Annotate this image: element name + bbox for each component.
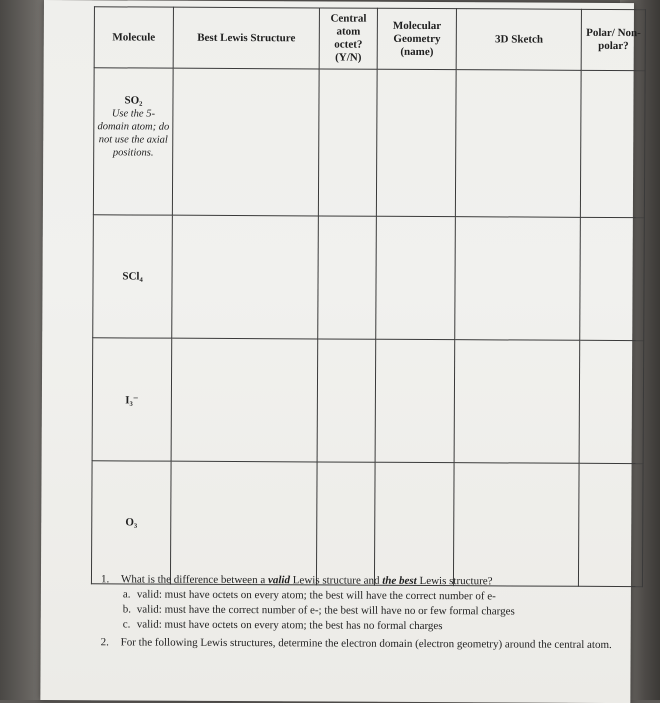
molecule-cell <box>93 68 173 215</box>
geometry-cell[interactable] <box>376 216 456 339</box>
molecule-note: Use the 5-domain atom; do not use the axial positions. <box>97 108 170 159</box>
lewis-structure-cell[interactable] <box>172 68 319 216</box>
octet-cell[interactable] <box>316 462 375 585</box>
molecule-name: SO₂ <box>124 94 143 107</box>
option-letter: b. <box>122 603 132 616</box>
option-text: valid: must have octets on every atom; the best will have the correct number of e- <box>136 588 496 603</box>
geometry-cell[interactable] <box>377 69 457 216</box>
polarity-cell[interactable] <box>579 340 643 463</box>
header-molecular-geometry: Molecular Geometry (name) <box>377 8 456 69</box>
lewis-structure-cell[interactable] <box>171 338 318 462</box>
sketch-cell[interactable] <box>454 340 580 464</box>
answer-option-c[interactable] <box>101 617 631 635</box>
question-text-part: Lewis structure and <box>289 574 383 587</box>
lewis-structure-cell[interactable] <box>170 461 317 585</box>
header-3d-sketch: 3D Sketch <box>456 9 581 71</box>
molecule-cell <box>93 215 173 338</box>
octet-cell[interactable] <box>317 339 376 462</box>
table-row <box>92 338 644 464</box>
molecule-name: O₃ <box>125 516 138 529</box>
best-emphasis: the best <box>382 574 417 587</box>
molecule-cell <box>92 338 172 461</box>
molecule-name: I₃⁻ <box>125 393 139 407</box>
geometry-cell[interactable] <box>375 339 455 462</box>
questions-section <box>101 572 631 653</box>
header-central-atom-octet: Central atom octet? (Y/N) <box>319 8 377 69</box>
sketch-cell[interactable] <box>454 463 580 587</box>
question-text-part: Lewis structure? <box>416 574 493 588</box>
header-lewis-structure: Best Lewis Structure <box>173 7 319 69</box>
sketch-cell[interactable] <box>456 70 582 218</box>
table-row <box>93 215 645 341</box>
geometry-cell[interactable] <box>375 462 455 585</box>
worksheet-page <box>40 0 641 703</box>
table-row <box>91 461 643 587</box>
header-molecule: Molecule <box>94 7 173 68</box>
question-text-part: What is the difference between a <box>120 573 269 587</box>
polarity-cell[interactable] <box>579 463 643 586</box>
lewis-structure-cell[interactable] <box>172 215 319 339</box>
option-text: valid: must have octets on every atom; the best has no formal charges <box>136 618 443 633</box>
valid-emphasis: valid <box>267 574 291 587</box>
polarity-cell[interactable] <box>580 217 644 340</box>
octet-cell[interactable] <box>318 216 377 339</box>
sketch-cell[interactable] <box>455 217 581 341</box>
octet-cell[interactable] <box>318 69 377 216</box>
option-letter: a. <box>122 588 131 601</box>
option-letter: c. <box>122 618 131 631</box>
option-text: valid: must have the correct number of e-; the best will have no or few formal charges <box>136 603 515 618</box>
polarity-cell[interactable] <box>581 70 645 217</box>
molecule-table <box>91 6 646 587</box>
molecule-name: SCl₄ <box>122 270 143 283</box>
molecule-cell <box>91 461 171 584</box>
table-row <box>93 68 645 218</box>
question-2 <box>101 635 631 653</box>
header-polarity: Polar/ Non-polar? <box>581 9 645 70</box>
question-number: 1. <box>100 573 110 586</box>
table-header-row <box>94 7 645 71</box>
question-number: 2. <box>100 636 109 649</box>
question-text: For the following Lewis structures, determine the electron domain (electron geometry) around the central atom. <box>120 636 612 651</box>
